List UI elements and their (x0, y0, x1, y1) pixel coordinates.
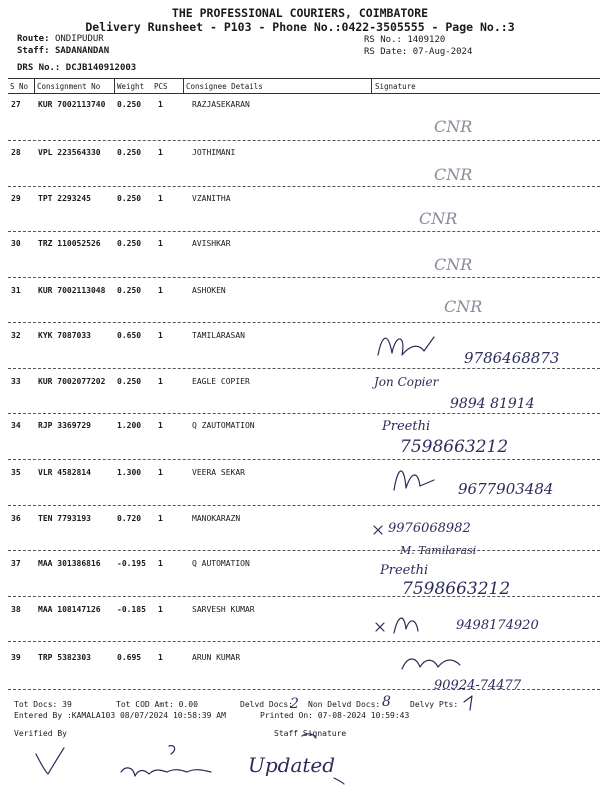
row-sno: 31 (11, 286, 21, 295)
row-weight: -0.195 (117, 559, 146, 568)
svg-text:CNR: CNR (444, 297, 483, 316)
row-consignment: KUR 7002113048 (38, 286, 106, 295)
total-docs: Tot Docs: 39 (14, 700, 72, 709)
row-consignee: JOTHIMANI (192, 148, 236, 157)
row-pcs: 1 (158, 468, 163, 477)
row-sno: 33 (11, 377, 21, 386)
staff-signature-label: Staff Signature (274, 729, 347, 738)
table-row (0, 147, 600, 159)
row-separator (8, 505, 600, 506)
col-header-consignee: Consignee Details (186, 82, 263, 91)
row-consignment: RJP 3369729 (38, 421, 91, 430)
row-sno: 38 (11, 605, 21, 614)
table-row (0, 652, 600, 664)
row-pcs: 1 (158, 514, 163, 523)
svg-text:9976068982: 9976068982 (388, 521, 471, 536)
row-pcs: 1 (158, 286, 163, 295)
row-sno: 30 (11, 239, 21, 248)
row-consignment: KYK 7087033 (38, 331, 91, 340)
row-separator (8, 368, 600, 369)
staff-initials-signature (115, 740, 225, 790)
svg-text:8: 8 (382, 694, 391, 710)
drs-field (17, 62, 136, 74)
row-consignment: TRP 5382303 (38, 653, 91, 662)
table-row (0, 420, 600, 432)
row-separator (8, 186, 600, 187)
row-pcs: 1 (158, 653, 163, 662)
row-sno: 35 (11, 468, 21, 477)
row-separator (8, 641, 600, 642)
row-weight: 0.250 (117, 377, 142, 386)
col-header-consignment: Consignment No (37, 82, 101, 91)
drs-label: DRS No.: (17, 63, 61, 73)
non-delivered-docs-label: Non Delvd Docs: (308, 700, 381, 709)
row-consignee: ASHOKEN (192, 286, 226, 295)
row-consignee: Q ZAUTOMATION (192, 421, 255, 430)
svg-text:2: 2 (290, 696, 299, 712)
col-header-weight: Weight (117, 82, 145, 91)
row-pcs: 1 (158, 239, 163, 248)
row-pcs: 1 (158, 559, 163, 568)
handwritten-cnr (430, 158, 490, 188)
row-consignment: VLR 4582814 (38, 468, 91, 477)
svg-text:9498174920: 9498174920 (456, 618, 539, 633)
table-row (0, 604, 600, 616)
row-separator (8, 596, 600, 597)
row-consignment: VPL 223564330 (38, 148, 101, 157)
col-header-sno: S No (10, 82, 29, 91)
col-header-signature: Signature (375, 82, 416, 91)
row-separator (8, 231, 600, 232)
row-weight: 0.720 (117, 514, 142, 523)
row-consignment: TEN 7793193 (38, 514, 91, 523)
row-consignee: TAMILARASAN (192, 331, 245, 340)
route-value: ONDIPUDUR (54, 34, 104, 44)
row-sno: 37 (11, 559, 21, 568)
company-name: THE PROFESSIONAL COURIERS, COIMBATORE (171, 6, 429, 20)
svg-text:9786468873: 9786468873 (464, 349, 560, 367)
row-consignment: TPT 2293245 (38, 194, 91, 203)
svg-text:CNR: CNR (434, 117, 473, 136)
handwritten-count (380, 690, 402, 712)
table-row (0, 238, 600, 250)
svg-text:Updated: Updated (248, 753, 336, 777)
route-label: Route: (17, 34, 50, 44)
row-pcs: 1 (158, 421, 163, 430)
row-consignment: KUR 7002113740 (38, 100, 106, 109)
table-row (0, 193, 600, 205)
row-pcs: 1 (158, 100, 163, 109)
svg-text:7598663212: 7598663212 (402, 579, 511, 599)
rs-number: RS No.: 1409120 (364, 35, 446, 45)
row-consignee: AVISHKAR (192, 239, 231, 248)
svg-text:Preethi: Preethi (380, 563, 429, 578)
row-pcs: 1 (158, 331, 163, 340)
verifier-signature (30, 740, 90, 780)
row-sno: 28 (11, 148, 21, 157)
svg-text:7598663212: 7598663212 (400, 437, 509, 457)
svg-text:Jon Copier: Jon Copier (374, 375, 439, 389)
table-header-rule (8, 93, 600, 94)
svg-text:9677903484: 9677903484 (458, 480, 554, 498)
table-row (0, 330, 600, 342)
row-consignee: VEERA SEKAR (192, 468, 245, 477)
svg-text:9894 81914: 9894 81914 (450, 396, 535, 412)
svg-text:CNR: CNR (419, 209, 458, 228)
table-row (0, 558, 600, 570)
row-separator (8, 277, 600, 278)
row-weight: 0.250 (117, 100, 142, 109)
row-separator (8, 550, 600, 551)
svg-text:90924-74477: 90924-74477 (434, 678, 522, 693)
row-consignee: RAZJASEKARAN (192, 100, 250, 109)
row-sno: 27 (11, 100, 21, 109)
row-consignee: MANOKARAZN (192, 514, 241, 523)
entered-by: Entered By :KAMALA103 08/07/2024 10:58:39 AM (14, 711, 226, 720)
runsheet-line: Delivery Runsheet - P103 - Phone No.:0422-3505555 - Page No.:3 (85, 20, 515, 34)
svg-text:CNR: CNR (434, 165, 473, 184)
col-divider (34, 78, 35, 93)
row-separator (8, 689, 600, 690)
checkmark-icon (460, 692, 484, 712)
printed-on: Printed On: 07-08-2024 10:59:43 (260, 711, 410, 720)
svg-text:CNR: CNR (434, 255, 473, 274)
row-sno: 36 (11, 514, 21, 523)
handwritten-signature (388, 458, 593, 504)
row-consignment: MAA 108147126 (38, 605, 101, 614)
row-weight: 0.250 (117, 239, 142, 248)
row-consignee: VZANITHA (192, 194, 231, 203)
row-consignee: ARUN KUMAR (192, 653, 241, 662)
row-separator (8, 322, 600, 323)
row-consignment: KUR 7002077202 (38, 377, 106, 386)
row-weight: 1.300 (117, 468, 142, 477)
row-sno: 34 (11, 421, 21, 430)
table-row (0, 467, 600, 479)
row-weight: 0.650 (117, 331, 142, 340)
row-sno: 39 (11, 653, 21, 662)
rs-date: RS Date: 07-Aug-2024 (364, 47, 473, 57)
table-top-rule (8, 78, 600, 79)
row-weight: 1.200 (117, 421, 142, 430)
handwritten-cnr (430, 110, 490, 140)
delivered-docs-label: Delvd Docs: (240, 700, 293, 709)
row-separator (8, 140, 600, 141)
verified-by-label: Verified By (14, 729, 67, 738)
row-weight: 0.250 (117, 194, 142, 203)
row-consignment: MAA 301386816 (38, 559, 101, 568)
svg-text:Preethi: Preethi (382, 419, 431, 434)
row-separator (8, 413, 600, 414)
row-weight: 0.250 (117, 148, 142, 157)
row-sno: 29 (11, 194, 21, 203)
col-divider (183, 78, 184, 93)
col-divider (114, 78, 115, 93)
handwritten-cnr (430, 248, 490, 278)
row-consignment: TRZ 110052526 (38, 239, 101, 248)
row-weight: 0.695 (117, 653, 142, 662)
row-pcs: 1 (158, 194, 163, 203)
row-separator (8, 459, 600, 460)
row-consignee: SARVESH KUMAR (192, 605, 255, 614)
row-pcs: 1 (158, 148, 163, 157)
row-pcs: 1 (158, 605, 163, 614)
route-field (17, 33, 104, 45)
row-consignee: EAGLE COPIER (192, 377, 250, 386)
staff-field (17, 45, 109, 57)
row-weight: 0.250 (117, 286, 142, 295)
row-consignee: Q AUTOMATION (192, 559, 250, 568)
table-row (0, 376, 600, 388)
table-row (0, 99, 600, 111)
table-row (0, 513, 600, 525)
col-divider (371, 78, 372, 93)
row-sno: 32 (11, 331, 21, 340)
col-header-pcs: PCS (154, 82, 168, 91)
total-cod-amount: Tot COD Amt: 0.00 (116, 700, 198, 709)
row-weight: -0.185 (117, 605, 146, 614)
handwritten-cnr (415, 202, 475, 232)
staff-value: SADANANDAN (54, 46, 110, 56)
company-title (0, 6, 600, 34)
svg-text:M. Tamilarasi: M. Tamilarasi (400, 544, 477, 557)
table-row (0, 285, 600, 297)
staff-label: Staff: (17, 46, 50, 56)
row-pcs: 1 (158, 377, 163, 386)
delivery-points-label: Delvy Pts: (410, 700, 459, 709)
drs-value: DCJB140912003 (65, 63, 137, 73)
